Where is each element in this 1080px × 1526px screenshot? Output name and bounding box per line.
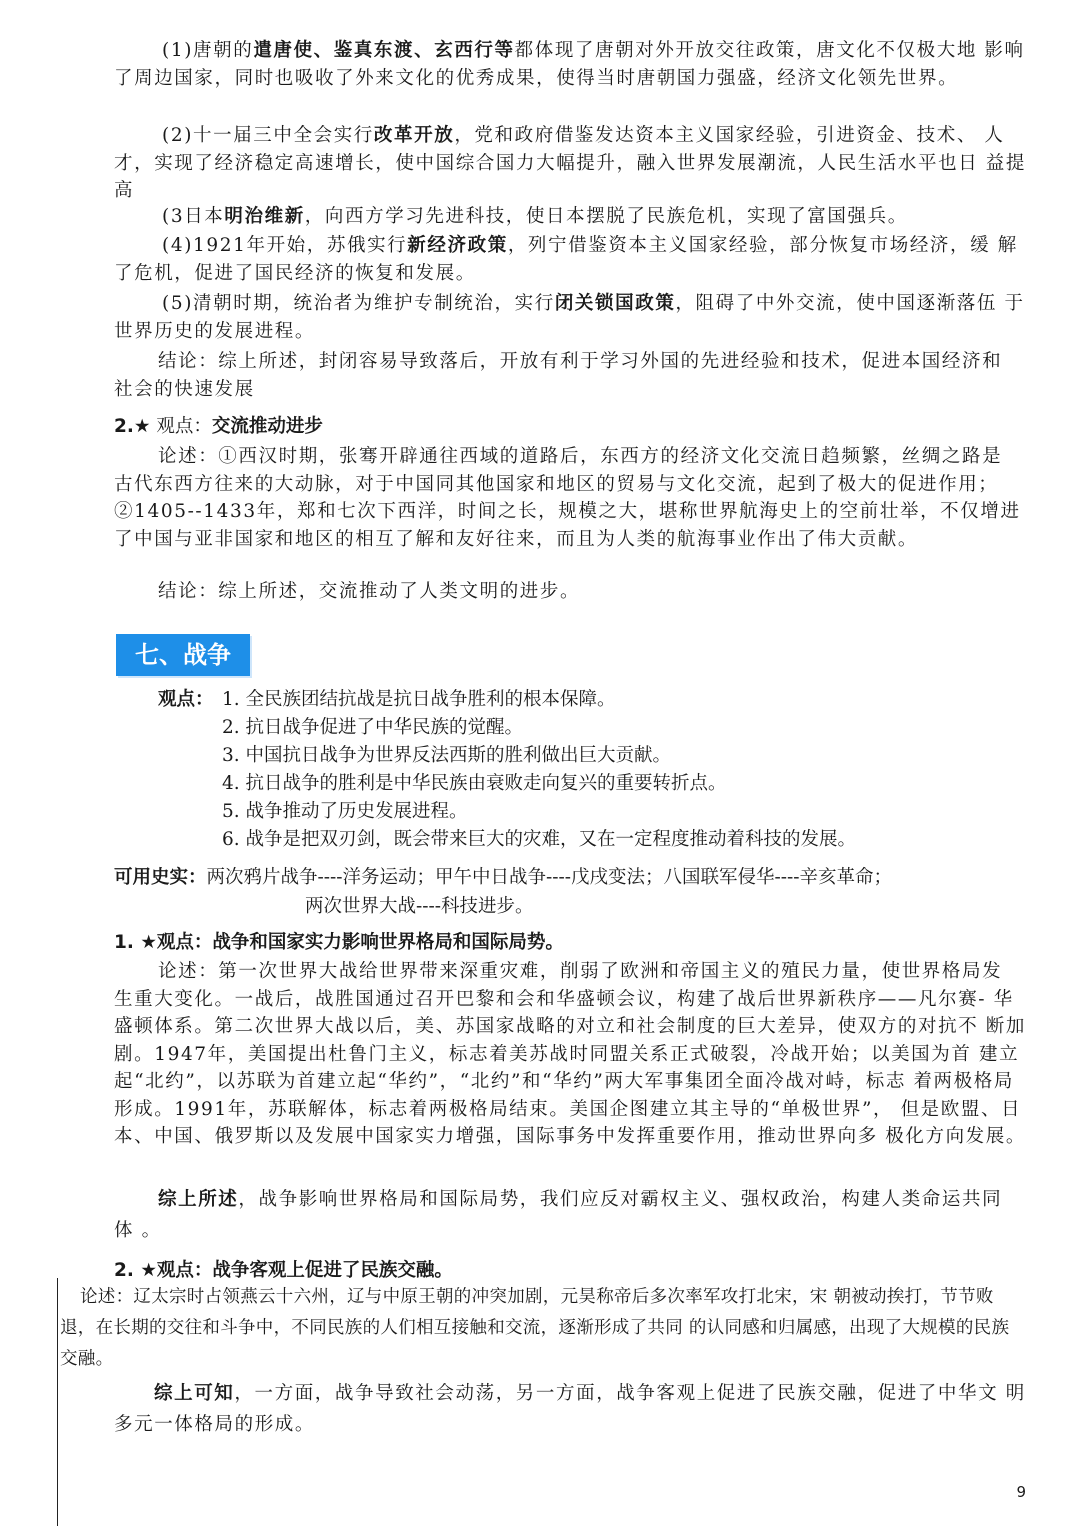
- closed-door-paragraph: [114, 290, 1026, 345]
- margin-line: [57, 1278, 58, 1526]
- war-point2-argument: 论述：辽太宗时占领燕云十六州，辽与中原王朝的冲突加剧，元昊称帝后多次率军攻打北宋，宋 朝被动挨打，节节败退，在长期的交往和斗争中，不同民族的人们相互接触和交流，逐渐形成了共同 的认同感和归属感，出现了大规模的民族交融。: [60, 1287, 1010, 1369]
- text: 两次鸦片战争----洋务运动；甲午中日战争----戊戌变法；八国联军侵华----辛亥革命；: [206, 867, 893, 888]
- exchange-conclusion: 结论：综上所述，交流推动了人类文明的进步。: [158, 581, 581, 602]
- point-number: 2.★: [114, 416, 151, 437]
- text: (4)1921年开始，苏俄实行: [162, 235, 408, 256]
- list-item: 5. 战争推动了历史发展进程。: [222, 801, 468, 822]
- bold-term: 综上所述: [158, 1189, 239, 1210]
- war-point2-conclusion: [114, 1378, 1026, 1440]
- text: (5)清朝时期，统治者为维护专制统治，实行: [162, 293, 555, 314]
- text: ，阻碍了中外交流，使中国逐渐落伍 于世界历史的发展进程。: [114, 293, 1025, 342]
- point-title: 交流推动进步: [211, 416, 323, 437]
- views-label: [158, 686, 214, 714]
- label: 可用史实：: [114, 867, 207, 888]
- bold-term: 改革开放: [373, 125, 455, 146]
- text: ，党和政府借鉴发达资本主义国家经验，引进资金、技术、 人才，实现了经济稳定高速增长，使中国综合国力大幅提升，融入世界发展潮流，人民生活水平也日 益提高: [114, 125, 1026, 201]
- bold-term: 闭关锁国政策: [554, 293, 676, 314]
- conclusion-open: 结论：综上所述，封闭容易导致落后，开放有利于学习外国的先进经验和技术，促进本国经济和 社会的快速发展: [114, 351, 1003, 400]
- text: ，列宁借鉴资本主义国家经验，部分恢复市场经济，缓 解了危机，促进了国民经济的恢复和发展。: [114, 235, 1018, 284]
- list-item: 1. 全民族团结抗战是抗日战争胜利的根本保障。: [222, 689, 616, 710]
- text: 都体现了唐朝对外开放交往政策，唐文化不仅极大地 影响了周边国家，同时也吸收了外来文化的优秀成果，使得当时唐朝国力强盛，经济文化领先世界。: [114, 40, 1025, 89]
- text: (3日本: [162, 206, 225, 227]
- point2-heading: [114, 413, 323, 440]
- text: ，一方面，战争导致社会动荡，另一方面，战争客观上促进了民族交融，促进了中华文 明多元一体格局的形成。: [114, 1383, 1026, 1435]
- war-point1-argument: 论述：第一次世界大战给世界带来深重灾难，削弱了欧洲和帝国主义的殖民力量，使世界格局发 生重大变化。一战后，战胜国通过召开巴黎和会和华盛顿会议，构建了战后世界新秩序——凡尔赛- 华盛顿体系。第二次世界大战以后，美、苏国家战略的对立和社会制度的巨大差异，使双方的对抗不 断加剧。1947年，美国提出杜鲁门主义，标志着美苏战时同盟关系正式破裂，冷战开始；以美国为首 建立起“北约”，以苏联为首建立起“华约”，“北约”和“华约”两大军事集团全面冷战对峙，标志 着两极格局形成。1991年，苏联解体，标志着两极格局结束。美国企图建立其主导的“单极世界”， 但是欧盟、日本、中国、俄罗斯以及发展中国家实力增强，国际事务中发挥重要作用，推动世界向多 极化方向发展。: [114, 961, 1026, 1147]
- text: (1)唐朝的: [162, 40, 254, 61]
- list-item: 3. 中国抗日战争为世界反法西斯的胜利做出巨大贡献。: [222, 745, 672, 766]
- text: (2)十一届三中全会实行: [162, 125, 374, 146]
- bold-term: 新经济政策: [407, 235, 508, 256]
- list-item: 2. 抗日战争促进了中华民族的觉醒。: [222, 717, 524, 738]
- bold-term: 综上可知: [154, 1383, 235, 1404]
- war-point1-heading: 1. ★观点：战争和国家实力影响世界格局和国际局势。: [114, 932, 564, 953]
- meiji-restoration-paragraph: [114, 203, 1026, 231]
- nep-paragraph: [114, 232, 1026, 287]
- historical-facts: [114, 864, 1044, 892]
- war-point2-heading: 2. ★观点：战争客观上促进了民族交融。: [114, 1260, 453, 1281]
- open-policy-tang: [114, 37, 1026, 92]
- list-item: 6. 战争是把双刃剑，既会带来巨大的灾难，又在一定程度推动着科技的发展。: [222, 829, 857, 850]
- reform-opening-paragraph: [114, 122, 1026, 205]
- list-item: 4. 抗日战争的胜利是中华民族由衰败走向复兴的重要转折点。: [222, 773, 727, 794]
- text: ，战争影响世界格局和国际局势，我们应反对霸权主义、强权政治，构建人类命运共同 体 。: [114, 1189, 1003, 1241]
- text: ，向西方学习先进科技，使日本摆脱了民族危机，实现了富国强兵。: [304, 206, 908, 227]
- bold-term: 遣唐使、鉴真东渡、玄西行等: [253, 40, 515, 61]
- bold-term: 明治维新: [224, 206, 305, 227]
- exchange-argument: 论述：①西汉时期，张骞开辟通往西域的道路后，东西方的经济文化交流日趋频繁，丝绸之路是 古代东西方往来的大动脉，对于中国同其他国家和地区的贸易与文化交流，起到了极大的促进作用； ②1405--1433年，郑和七次下西洋，时间之长，规模之大，堪称世界航海史上的空前壮举，不仅增进 了中国与亚非国家和地区的相互了解和友好往来，而且为人类的航海事业作出了伟大贡献。: [114, 446, 1021, 550]
- section-title-war: 七、战争: [116, 634, 250, 676]
- war-point1-conclusion: [114, 1184, 1026, 1246]
- historical-facts-line2: 两次世界大战----科技进步。: [305, 896, 534, 917]
- page-number: 9: [1016, 1483, 1026, 1501]
- point-label: 观点：: [150, 416, 212, 437]
- views-list: [222, 686, 1026, 854]
- label: 观点：: [158, 689, 214, 710]
